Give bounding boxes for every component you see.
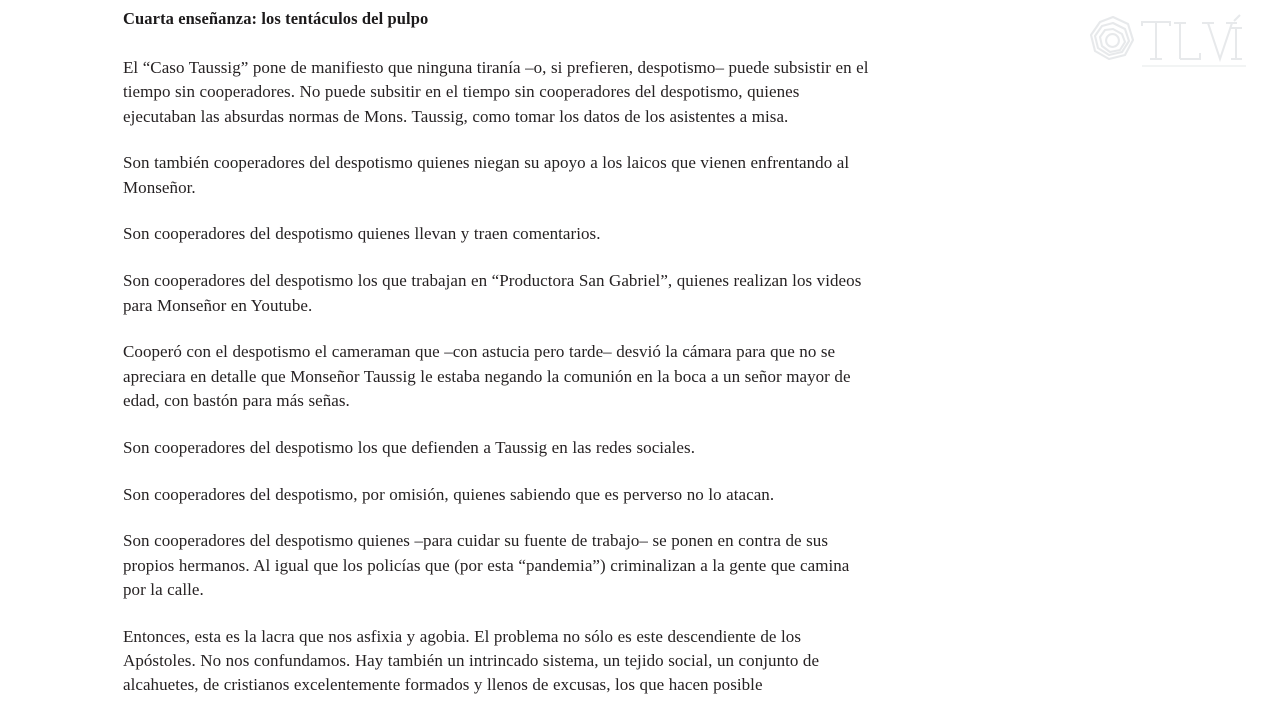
document-body bbox=[123, 56, 869, 698]
watermark-wordmark-icon bbox=[1142, 15, 1242, 59]
document-text-column bbox=[123, 8, 869, 698]
watermark bbox=[1084, 12, 1252, 70]
paragraph: Son también cooperadores del despotismo quienes niegan su apoyo a los laicos que vienen enfrentando al Monseñor. bbox=[123, 153, 850, 197]
paragraph: Cooperó con el despotismo el cameraman que –con astucia pero tarde– desvió la cámara para que no se apreciara en detalle que Monseñor Taussig le estaba negando la comunión en la boca a un señor mayor de edad, con bastón para más señas. bbox=[123, 342, 851, 410]
paragraph: Son cooperadores del despotismo quienes llevan y traen comentarios. bbox=[123, 224, 601, 244]
nested-polygon-spiral-icon bbox=[1091, 17, 1133, 59]
paragraph: Son cooperadores del despotismo, por omisión, quienes sabiendo que es perverso no lo atacan. bbox=[123, 484, 775, 504]
page-title: Cuarta enseñanza: los tentáculos del pulpo bbox=[123, 9, 429, 28]
paragraph: El “Caso Taussig” pone de manifiesto que ninguna tiranía –o, si prefieren, despotismo– puede subsistir en el tiempo sin cooperadores. No puede subsitir en el tiempo sin cooperadores del despotismo, quienes ejecutaban las absurdas normas de Mons. Taussig, como tomar los datos de los asistentes a misa. bbox=[123, 58, 869, 126]
paragraph: Son cooperadores del despotismo los que defienden a Taussig en las redes sociales. bbox=[123, 437, 695, 457]
watermark-graphic bbox=[1084, 12, 1252, 70]
paragraph: Son cooperadores del despotismo quienes –para cuidar su fuente de trabajo– se ponen en contra de sus propios hermanos. Al igual que los policías que (por esta “pandemia”) criminalizan a la gente que camina por la calle. bbox=[123, 531, 850, 599]
paragraph: Son cooperadores del despotismo los que trabajan en “Productora San Gabriel”, quienes realizan los videos para Monseñor en Youtube. bbox=[123, 271, 862, 315]
paragraph: Entonces, esta es la lacra que nos asfixia y agobia. El problema no sólo es este descendiente de los Apóstoles. No nos confundamos. Hay también un intrincado sistema, un tejido social, un conjunto de alcahuetes, de cristianos excelentemente formados y llenos de excusas, los que hacen posible bbox=[123, 626, 820, 695]
